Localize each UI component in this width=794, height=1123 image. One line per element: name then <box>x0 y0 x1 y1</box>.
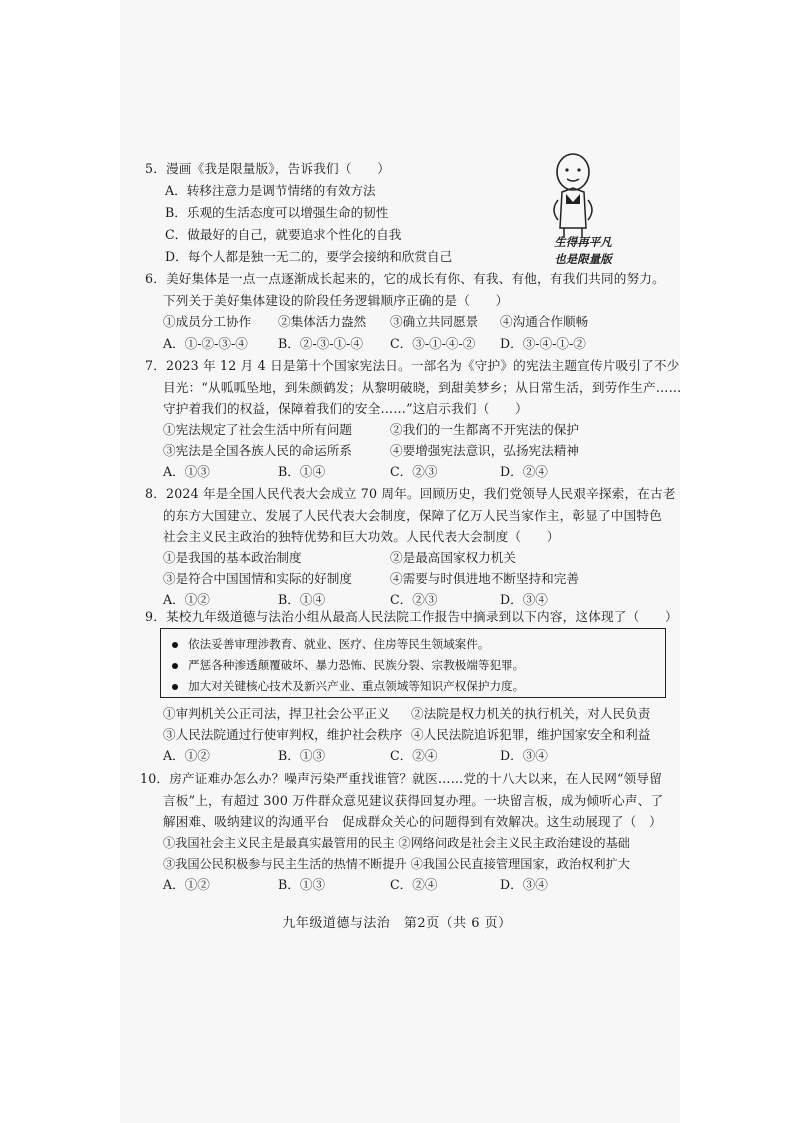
q9-option-d: D．③④ <box>500 748 548 763</box>
cartoon-caption-line-2: 也是限量版 <box>554 252 612 266</box>
q6-statement-4: ④沟通合作顺畅 <box>500 314 589 329</box>
q6-statement-1: ①成员分工协作 <box>163 314 252 329</box>
q8-stem-line-2: 的东方大国建立、发展了人民代表大会制度，保障了亿万人民当家作主，彰显了中国特色 <box>163 508 662 523</box>
bullet-icon <box>172 684 178 690</box>
q10-option-a: A．①② <box>163 877 210 892</box>
q6-stem-line-1: 6．美好集体是一点一点逐渐成长起来的，它的成长有你、有我、有他，有我们共同的努力。 <box>145 271 665 286</box>
q5-option-b: B．乐观的生活态度可以增强生命的韧性 <box>165 205 389 220</box>
q9-statement-1: ①审判机关公正司法，捍卫社会公平正义 <box>163 706 390 721</box>
q6-statement-2: ②集体活力盎然 <box>278 314 367 329</box>
q10-stem-line-3: 解困难、吸纳建议的沟通平台 促成群众关心的问题得到有效解决。这生动展现了（ ） <box>163 814 662 829</box>
q9-option-b: B．①③ <box>278 748 326 763</box>
q10-statements-1-2: ①我国社会主义民主是最真实最管用的民主 ②网络问政是社会主义民主政治建设的基础 <box>163 836 630 850</box>
q7-option-a: A．①③ <box>163 464 210 479</box>
q9-excerpt-item <box>172 678 524 694</box>
q9-option-a: A．①② <box>163 748 210 763</box>
q5-option-d: D．每个人都是独一无二的，要学会接纳和欣赏自己 <box>165 249 453 264</box>
q8-option-d: D．③④ <box>500 592 548 607</box>
q8-stem-line-1: 8．2024 年是全国人民代表大会成立 70 周年。回顾历史，我们党领导人民艰辛探索，在古老 <box>145 486 676 501</box>
q8-option-c: C．②③ <box>390 592 438 607</box>
q9-statement-3: ③人民法院通过行使审判权，维护社会秩序 <box>163 727 403 742</box>
q9-excerpt-text-3: 加大对关键核心技术及新兴产业、重点领域等知识产权保护力度。 <box>188 679 525 693</box>
q9-statement-4: ④人民法院追诉犯罪，维护国家安全和利益 <box>411 727 651 742</box>
q6-stem-line-2: 下列关于美好集体建设的阶段任务逻辑顺序正确的是（ ） <box>163 293 509 308</box>
q7-stem-line-3: 守护着我们的权益，保障着我们的安全……”这启示我们（ ） <box>163 401 528 416</box>
q10-stem-line-2: 言板”上，有超过 300 万件群众意见建议获得回复办理。一块留言板，成为倾听心声、了 <box>163 793 664 808</box>
q5-stem: 5．漫画《我是限量版》，告诉我们（ ） <box>145 161 390 176</box>
q7-stem-line-2: 目光：“从呱呱坠地，到朱颜鹤发；从黎明破晓，到甜美梦乡；从日常生活，到劳作生产…… <box>163 380 682 395</box>
bullet-icon <box>172 663 178 669</box>
q8-stem-line-3: 社会主义民主政治的独特优势和巨大功效。人民代表大会制度（ ） <box>163 529 560 544</box>
q9-excerpt-item <box>172 636 489 652</box>
q6-option-a: A．①-②-③-④ <box>163 336 248 351</box>
q9-excerpt-text-1: 依法妥善审理涉教育、就业、医疗、住房等民生领域案件。 <box>188 637 490 651</box>
q7-stem-line-1: 7．2023 年 12 月 4 日是第十个国家宪法日。一部名为《守护》的宪法主题宣传片吸引了不少 <box>145 358 680 373</box>
q5-option-a: A．转移注意力是调节情绪的有效方法 <box>165 183 376 198</box>
q9-option-c: C．②④ <box>390 748 438 763</box>
q7-statement-2: ②我们的一生都离不开宪法的保护 <box>390 422 579 437</box>
bullet-icon <box>172 642 178 648</box>
q8-statement-2: ②是最高国家权力机关 <box>390 550 516 565</box>
cartoon-caption <box>528 234 638 268</box>
q9-statement-2: ②法院是权力机关的执行机关，对人民负责 <box>411 706 651 721</box>
q5-option-c: C．做最好的自己，就要追求个性化的自我 <box>165 227 402 242</box>
q8-statement-1: ①是我国的基本政治制度 <box>163 550 302 565</box>
q9-excerpt-item <box>172 657 524 673</box>
q7-option-c: C．②③ <box>390 464 438 479</box>
cartoon-caption-line-1: 生得再平凡 <box>554 235 612 249</box>
q6-option-d: D．③-④-①-② <box>500 336 586 351</box>
q10-statements-3-4: ③我国公民积极参与民主生活的热情不断提升 ④我国公民直接管理国家，政治权利扩大 <box>163 857 630 871</box>
q6-option-b: B．②-③-①-④ <box>278 336 363 351</box>
q6-statement-3: ③确立共同愿景 <box>390 314 479 329</box>
q7-statement-3: ③宪法是全国各族人民的命运所系 <box>163 443 352 458</box>
q8-statement-4: ④需要与时俱进地不断坚持和完善 <box>390 571 579 586</box>
q10-option-d: D．③④ <box>500 877 548 892</box>
q8-option-a: A．①② <box>163 592 210 607</box>
q9-stem: 9．某校九年级道德与法治小组从最高人民法院工作报告中摘录到以下内容，这体现了（ ） <box>145 609 678 624</box>
q7-option-b: B．①④ <box>278 464 326 479</box>
q7-option-d: D．②④ <box>500 464 548 479</box>
q8-option-b: B．①④ <box>278 592 326 607</box>
q10-option-b: B．①③ <box>278 877 326 892</box>
q10-stem-line-1: 10．房产证难办怎么办？噪声污染严重找谁管？就医……党的十八大以来，在人民网“领导留 <box>140 771 663 786</box>
q7-statement-4: ④要增强宪法意识，弘扬宪法精神 <box>390 443 579 458</box>
q9-excerpt-text-2: 严惩各种渗透颠覆破坏、暴力恐怖、民族分裂、宗教极端等犯罪。 <box>188 658 525 672</box>
q6-option-c: C．③-①-④-② <box>390 336 476 351</box>
q7-statement-1: ①宪法规定了社会生活中所有问题 <box>163 422 352 437</box>
q8-statement-3: ③是符合中国国情和实际的好制度 <box>163 571 352 586</box>
q10-option-c: C．②④ <box>390 877 438 892</box>
page-footer: 九年级道德与法治 第2页（共 6 页） <box>282 916 512 931</box>
